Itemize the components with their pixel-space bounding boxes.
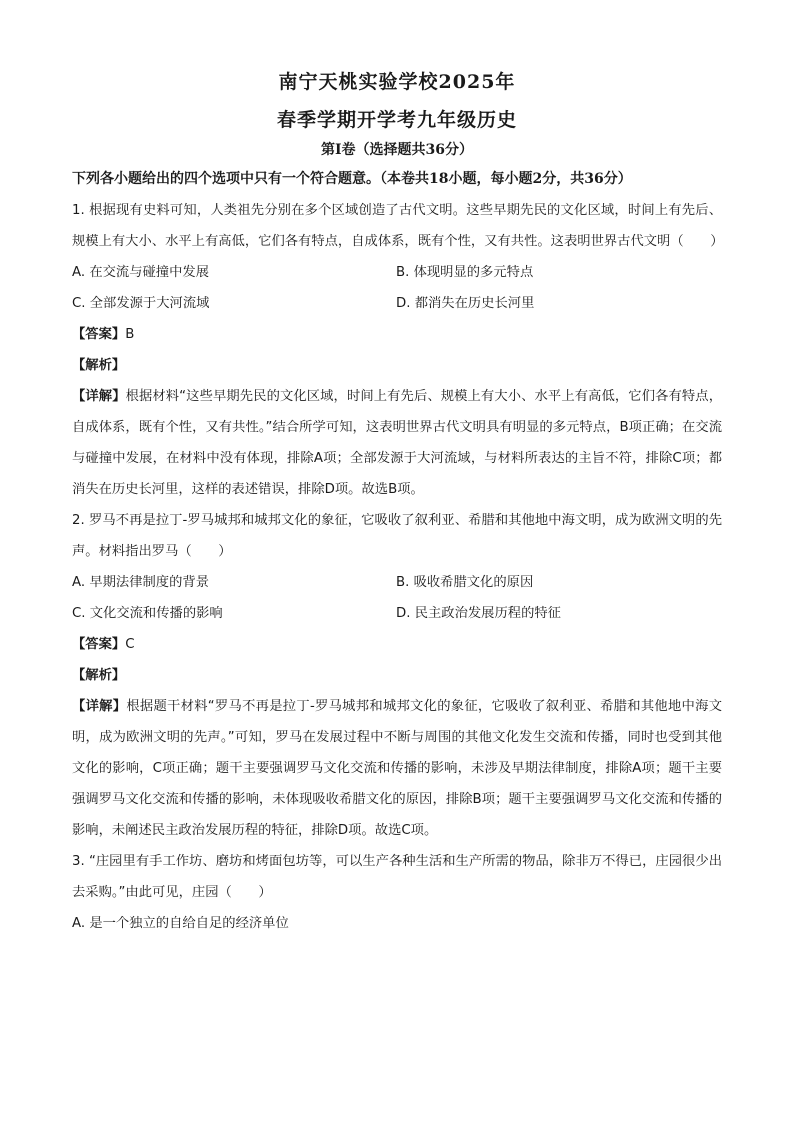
question-2-analysis xyxy=(72,660,722,691)
detail-tag: 【详解】 xyxy=(72,699,127,714)
question-2-option-b: B. 吸收希腊文化的原因 xyxy=(396,575,534,590)
question-3-options-row-1 xyxy=(72,908,722,939)
section-heading: 第Ⅰ卷（选择题共36分） xyxy=(320,142,474,158)
question-1-option-a: A. 在交流与碰撞中发展 xyxy=(72,265,209,280)
question-1-answer xyxy=(72,319,722,350)
question-1-option-b: B. 体现明显的多元特点 xyxy=(396,265,534,280)
instruction-text: 下列各小题给出的四个选项中只有一个符合题意。（本卷共18小题，每小题2分，共36分） xyxy=(72,171,632,187)
question-3-stem: 3. “庄园里有手工作坊、磨坊和烤面包坊等，可以生产各种生活和生产所需的物品，除非万不得已，庄园很少出去采购。”由此可见，庄园（ ） xyxy=(72,854,722,900)
question-2-detail xyxy=(72,691,722,846)
question-1-option-d: D. 都消失在历史长河里 xyxy=(396,296,535,311)
question-2-option-c: C. 文化交流和传播的影响 xyxy=(72,606,223,621)
question-1-options-row-1 xyxy=(72,257,722,288)
question-3-option-a: A. 是一个独立的自给自足的经济单位 xyxy=(72,916,289,931)
answer-value: C xyxy=(125,637,135,652)
analysis-tag: 【解析】 xyxy=(72,358,126,373)
exam-title-line2: 春季学期开学考九年级历史 xyxy=(276,109,517,131)
answer-tag: 【答案】 xyxy=(72,637,126,652)
detail-text: 根据材料“这些早期先民的文化区域，时间上有先后、规模上有大小、水平上有高低，它们各有特点，自成体系，既有个性，又有共性。”结合所学可知，这表明世界古代文明具有明显的多元特点，B项正确；在交流与碰撞中发展，在材料中没有体现，排除A项；全部发源于大河流域，与材料所表达的主旨不符，排除C项；都消失在历史长河里，这样的表述错误，排除D项。故选B项。 xyxy=(72,389,722,497)
question-1-detail xyxy=(72,381,722,505)
question-2-options-row-2 xyxy=(72,598,722,629)
question-1-analysis xyxy=(72,350,722,381)
question-1-stem: 1. 根据现有史料可知，人类祖先分别在多个区域创造了古代文明。这些早期先民的文化区域，时间上有先后、规模上有大小、水平上有高低，它们各有特点，自成体系，既有个性，又有共性。这表明世界古代文明（ ） xyxy=(72,203,724,249)
question-2-options-row-1 xyxy=(72,567,722,598)
analysis-tag: 【解析】 xyxy=(72,668,126,683)
answer-value: B xyxy=(125,327,135,342)
question-2-answer xyxy=(72,629,722,660)
question-1-option-c: C. 全部发源于大河流域 xyxy=(72,296,210,311)
answer-tag: 【答案】 xyxy=(72,327,126,342)
detail-text: 根据题干材料“罗马不再是拉丁-罗马城邦和城邦文化的象征，它吸收了叙利亚、希腊和其他地中海文明，成为欧洲文明的先声。”可知，罗马在发展过程中不断与周围的其他文化发生交流和传播，同时也受到其他文化的影响，C项正确；题干主要强调罗马文化交流和传播的影响，未涉及早期法律制度，排除A项；题干主要强调罗马文化交流和传播的影响，未体现吸收希腊文化的原因，排除B项；题干主要强调罗马文化交流和传播的影响，未阐述民主政治发展历程的特征，排除D项。故选C项。 xyxy=(72,699,723,838)
question-2-stem: 2. 罗马不再是拉丁-罗马城邦和城邦文化的象征，它吸收了叙利亚、希腊和其他地中海文明，成为欧洲文明的先声。材料指出罗马（ ） xyxy=(72,513,722,559)
question-1-options-row-2 xyxy=(72,288,722,319)
question-2-option-d: D. 民主政治发展历程的特征 xyxy=(396,606,561,621)
question-2-option-a: A. 早期法律制度的背景 xyxy=(72,575,209,590)
exam-title-line1: 南宁天桃实验学校2025年 xyxy=(278,71,516,93)
detail-tag: 【详解】 xyxy=(72,389,126,404)
